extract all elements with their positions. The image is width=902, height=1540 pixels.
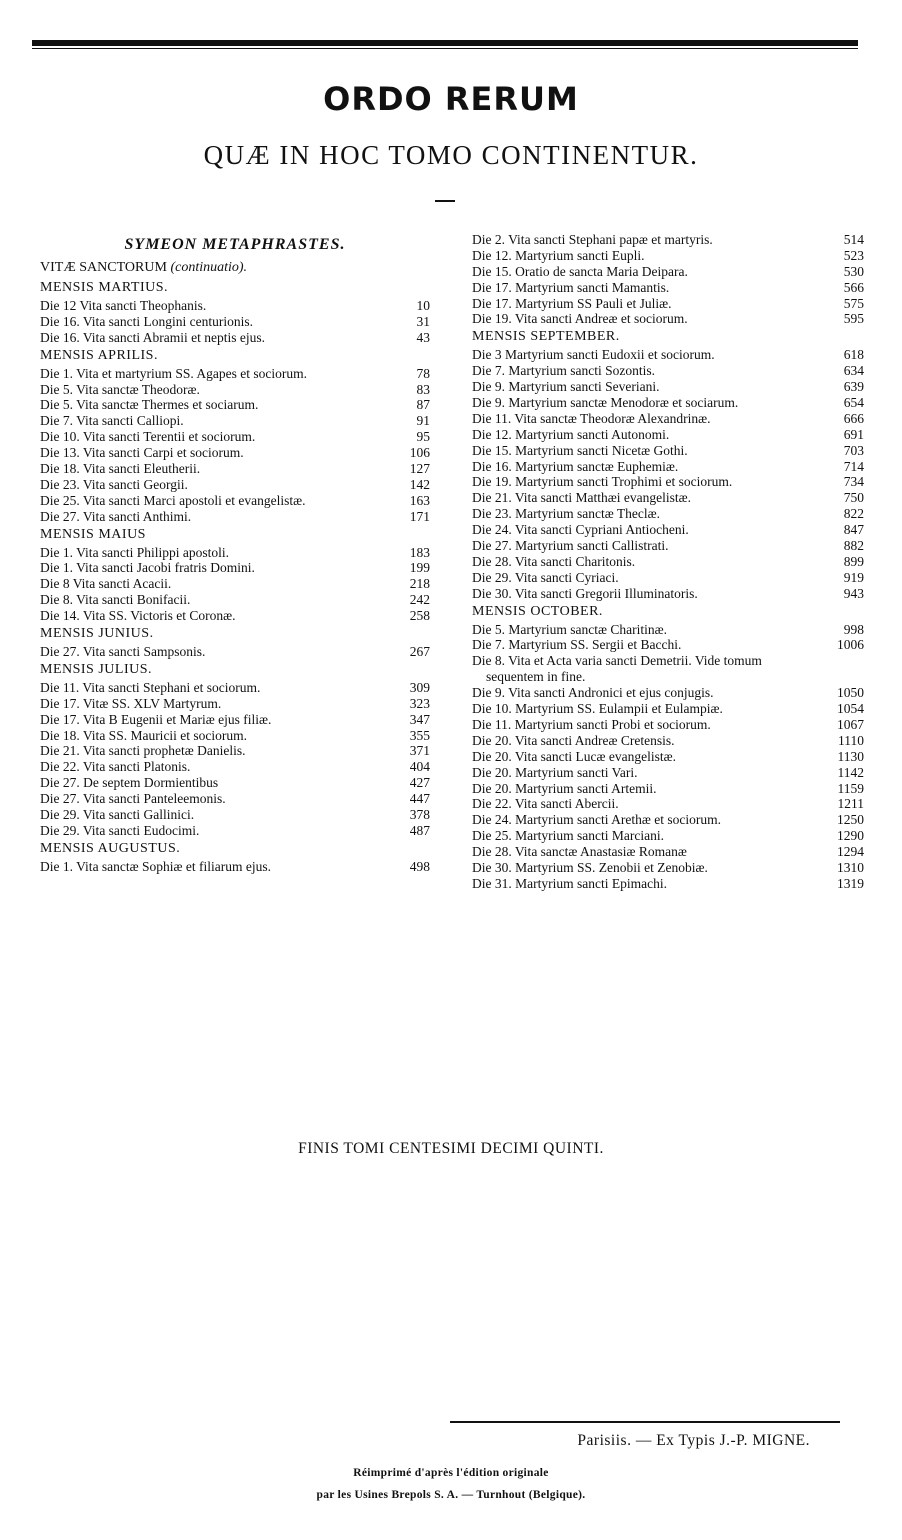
toc-entry xyxy=(472,828,864,844)
entry-text: Die 5. Martyrium sanctæ Charitinæ. xyxy=(472,621,667,637)
month-heading: MENSIS SEPTEMBER. xyxy=(472,329,620,345)
toc-entry xyxy=(472,554,864,570)
entry-text: Die 21. Vita sancti Matthæi evangelistæ. xyxy=(472,490,692,506)
month-heading: MENSIS MARTIUS. xyxy=(40,280,169,295)
toc-entry xyxy=(472,379,864,395)
entry-page-number: 1006 xyxy=(837,637,864,653)
entry-text: Die 30. Vita sancti Gregorii Illuminatoris. xyxy=(472,585,698,601)
entry-text: Die 28. Vita sancti Charitonis. xyxy=(472,553,636,569)
entry-page-number: 267 xyxy=(409,644,430,660)
month-heading: MENSIS AUGUSTUS. xyxy=(40,840,181,856)
toc-entry xyxy=(40,759,430,775)
toc-entry xyxy=(40,493,430,509)
entry-text: Die 11. Vita sanctæ Theodoræ Alexandrinæ. xyxy=(472,410,711,426)
toc-entry xyxy=(40,330,430,346)
entry-text: Die 17. Martyrium sancti Mamantis. xyxy=(472,279,670,295)
entry-text: Die 1. Vita et martyrium SS. Agapes et sociorum. xyxy=(40,365,308,381)
entry-page-number: 163 xyxy=(409,492,430,508)
imprint-rule xyxy=(450,1421,840,1423)
toc-entry xyxy=(40,859,430,875)
toc-entry xyxy=(40,644,430,660)
toc-entry xyxy=(472,459,864,475)
entry-text: Die 15. Martyrium sancti Nicetæ Gothi. xyxy=(472,442,688,458)
entry-page-number: 218 xyxy=(409,576,430,592)
entry-page-number: 355 xyxy=(409,727,430,743)
entry-page-number: 10 xyxy=(416,298,430,313)
left-column xyxy=(40,232,430,875)
entry-page-number: 943 xyxy=(843,585,864,601)
toc-entry xyxy=(472,347,864,363)
entry-page-number: 703 xyxy=(843,442,864,458)
entry-text: Die 8. Vita sancti Bonifacii. xyxy=(40,592,191,608)
page-subtitle: QUÆ IN HOC TOMO CONTINENTUR. xyxy=(203,140,699,170)
entry-text: Die 18. Vita SS. Mauricii et sociorum. xyxy=(40,727,248,743)
collection-main: VITÆ SANCTORUM xyxy=(40,260,167,275)
entry-page-number: 258 xyxy=(409,608,430,624)
entry-page-number: 309 xyxy=(409,679,430,695)
wrap-entry-line1: Die 8. Vita et Acta varia sancti Demetrii. Vide tomum xyxy=(472,653,762,669)
entry-text: Die 12. Martyrium sancti Eupli. xyxy=(472,247,645,263)
entry-page-number: 639 xyxy=(843,379,864,395)
toc-entry xyxy=(40,592,430,608)
entry-text: Die 23. Vita sancti Georgii. xyxy=(40,476,188,492)
entry-text: Die 1. Vita sanctæ Sophiæ et filiarum ejus. xyxy=(40,858,272,874)
toc-entry xyxy=(40,791,430,807)
toc-entry xyxy=(40,576,430,592)
toc-entry xyxy=(472,717,864,733)
entry-text: Die 24. Martyrium sancti Arethæ et sociorum. xyxy=(472,812,721,828)
toc-entry xyxy=(472,232,864,248)
entry-text: Die 17. Martyrium SS Pauli et Juliæ. xyxy=(472,295,672,311)
entry-text: Die 9. Martyrium sanctæ Menodoræ et sociarum. xyxy=(472,395,739,411)
entry-text: Die 27. Vita sancti Sampsonis. xyxy=(40,644,206,660)
toc-entry xyxy=(472,474,864,490)
entry-page-number: 242 xyxy=(409,592,430,608)
entry-text: Die 11. Martyrium sancti Probi et sociorum. xyxy=(472,716,711,732)
toc-entry xyxy=(472,506,864,522)
toc-entry xyxy=(472,538,864,554)
entry-text: Die 11. Vita sancti Stephani et sociorum. xyxy=(40,679,261,695)
entry-page-number: 523 xyxy=(843,247,864,263)
entry-page-number: 127 xyxy=(409,461,430,477)
toc-entry xyxy=(40,696,430,712)
entry-text: Die 18. Vita sancti Eleutherii. xyxy=(40,461,201,477)
entry-text: Die 7. Vita sancti Calliopi. xyxy=(40,413,184,429)
entry-text: Die 20. Martyrium sancti Vari. xyxy=(472,764,638,780)
entry-page-number: 899 xyxy=(843,553,864,569)
entry-text: Die 17. Vitæ SS. XLV Martyrum. xyxy=(40,695,222,711)
month-heading: MENSIS OCTOBER. xyxy=(472,603,603,619)
entry-page-number: 1142 xyxy=(837,764,864,780)
entry-text: Die 10. Martyrium SS. Eulampii et Eulampiæ. xyxy=(472,701,723,717)
entry-page-number: 106 xyxy=(409,445,430,461)
entry-text: Die 15. Oratio de sancta Maria Deipara. xyxy=(472,263,688,279)
entry-page-number: 1310 xyxy=(837,859,864,875)
entry-page-number: 514 xyxy=(843,232,864,247)
entry-page-number: 530 xyxy=(843,263,864,279)
finis-line: FINIS TOMI CENTESIMI DECIMI QUINTI. xyxy=(298,1140,604,1157)
toc-entry xyxy=(40,560,430,576)
entry-text: Die 21. Vita sancti prophetæ Danielis. xyxy=(40,743,246,759)
toc-entry xyxy=(472,311,864,327)
entry-page-number: 618 xyxy=(843,347,864,363)
entry-text: Die 7. Martyrium SS. Sergii et Bacchi. xyxy=(472,637,682,653)
right-lead-entries xyxy=(472,232,864,327)
entry-text: Die 12 Vita sancti Theophanis. xyxy=(40,298,207,313)
entry-page-number: 575 xyxy=(843,295,864,311)
toc-entry xyxy=(40,743,430,759)
right-column xyxy=(472,232,864,892)
toc-entry xyxy=(472,812,864,828)
wrap-entry-line2: sequentem in fine. xyxy=(486,669,586,685)
entry-page-number: 378 xyxy=(409,807,430,823)
entry-page-number: 91 xyxy=(416,413,430,429)
entry-text: Die 24. Vita sancti Cypriani Antiocheni. xyxy=(472,522,689,538)
toc-entry xyxy=(472,363,864,379)
toc-entry xyxy=(472,876,864,892)
entry-page-number: 447 xyxy=(409,791,430,807)
toc-entry xyxy=(472,733,864,749)
entry-page-number: 1250 xyxy=(837,812,864,828)
entry-text: Die 20. Vita sancti Lucæ evangelistæ. xyxy=(472,748,677,764)
entry-text: Die 27. De septem Dormientibus xyxy=(40,775,219,791)
entry-text: Die 29. Vita sancti Eudocimi. xyxy=(40,822,200,838)
toc-entry xyxy=(472,622,864,638)
imprint-line: Parisiis. — Ex Typis J.-P. MIGNE. xyxy=(577,1432,810,1449)
toc-entry xyxy=(40,775,430,791)
entry-page-number: 595 xyxy=(843,311,864,327)
entry-text: Die 1. Vita sancti Philippi apostoli. xyxy=(40,544,230,560)
entry-page-number: 750 xyxy=(843,490,864,506)
entry-page-number: 404 xyxy=(409,759,430,775)
entry-page-number: 822 xyxy=(843,506,864,522)
entry-page-number: 31 xyxy=(416,313,430,329)
entry-text: Die 17. Vita B Eugenii et Mariæ ejus filiæ. xyxy=(40,711,272,727)
entry-text: Die 16. Vita sancti Longini centurionis. xyxy=(40,313,254,329)
reprint-line-1: Réimprimé d'après l'édition originale xyxy=(353,1467,549,1479)
entry-text: Die 27. Martyrium sancti Callistrati. xyxy=(472,538,669,554)
entry-text: Die 5. Vita sanctæ Thermes et sociarum. xyxy=(40,397,259,413)
toc-entry xyxy=(40,545,430,561)
entry-page-number: 43 xyxy=(416,329,430,345)
toc-entry xyxy=(472,860,864,876)
entry-page-number: 323 xyxy=(409,695,430,711)
collection-note: (continuatio). xyxy=(170,260,248,275)
entry-text: Die 8 Vita sancti Acacii. xyxy=(40,576,172,592)
entry-text: Die 12. Martyrium sancti Autonomi. xyxy=(472,426,670,442)
entry-text: Die 7. Martyrium sancti Sozontis. xyxy=(472,363,655,379)
entry-text: Die 14. Vita SS. Victoris et Coronæ. xyxy=(40,608,236,624)
entry-text: Die 9. Martyrium sancti Severiani. xyxy=(472,379,660,395)
toc-entry xyxy=(472,844,864,860)
toc-entry xyxy=(472,264,864,280)
entry-page-number: 1319 xyxy=(837,875,864,891)
right-tail-entries xyxy=(472,685,864,892)
toc-entry xyxy=(472,490,864,506)
toc-entry xyxy=(40,382,430,398)
entry-text: Die 25. Vita sancti Marci apostoli et evangelistæ. xyxy=(40,492,306,508)
entry-page-number: 183 xyxy=(409,544,430,560)
entry-page-number: 882 xyxy=(843,538,864,554)
toc-entry xyxy=(40,728,430,744)
month-heading: MENSIS MAIUS xyxy=(40,526,146,542)
left-month-list xyxy=(40,278,430,875)
right-month-list xyxy=(472,327,864,653)
month-heading: MENSIS JULIUS. xyxy=(40,661,153,677)
entry-text: Die 19. Vita sancti Andreæ et sociorum. xyxy=(472,311,688,327)
entry-page-number: 1054 xyxy=(837,701,864,717)
toc-entry xyxy=(472,248,864,264)
toc-entry xyxy=(40,366,430,382)
toc-entry xyxy=(472,296,864,312)
toc-entry xyxy=(40,680,430,696)
entry-text: Die 10. Vita sancti Terentii et sociorum. xyxy=(40,429,256,445)
top-rule-thin xyxy=(32,48,858,49)
entry-page-number: 666 xyxy=(843,410,864,426)
entry-page-number: 95 xyxy=(416,429,430,445)
entry-page-number: 1211 xyxy=(837,796,864,812)
entry-text: Die 1. Vita sancti Jacobi fratris Domini. xyxy=(40,560,255,576)
entry-text: Die 16. Vita sancti Abramii et neptis ejus. xyxy=(40,329,266,345)
toc-entry xyxy=(40,413,430,429)
entry-page-number: 142 xyxy=(409,476,430,492)
toc-entry xyxy=(472,637,864,653)
toc-entry xyxy=(40,429,430,445)
toc-entry xyxy=(40,477,430,493)
author-heading: SYMEON METAPHRASTES. xyxy=(124,236,346,253)
toc-entry xyxy=(40,823,430,839)
toc-entry xyxy=(472,443,864,459)
entry-text: Die 20. Martyrium sancti Artemii. xyxy=(472,780,657,796)
entry-text: Die 27. Vita sancti Panteleemonis. xyxy=(40,791,226,807)
entry-page-number: 1050 xyxy=(837,685,864,701)
top-rule xyxy=(32,40,858,46)
entry-page-number: 1110 xyxy=(838,732,864,748)
toc-entry xyxy=(40,445,430,461)
entry-page-number: 199 xyxy=(409,560,430,576)
entry-page-number: 734 xyxy=(843,474,864,490)
entry-page-number: 87 xyxy=(416,397,430,413)
toc-entry xyxy=(40,807,430,823)
entry-page-number: 998 xyxy=(843,621,864,637)
entry-text: Die 3 Martyrium sancti Eudoxii et sociorum. xyxy=(472,347,715,363)
title-divider xyxy=(435,200,455,202)
entry-text: Die 29. Vita sancti Cyriaci. xyxy=(472,569,619,585)
entry-page-number: 634 xyxy=(843,363,864,379)
toc-entry xyxy=(472,701,864,717)
entry-page-number: 1290 xyxy=(837,828,864,844)
entry-page-number: 1130 xyxy=(837,748,864,764)
entry-page-number: 654 xyxy=(843,395,864,411)
toc-entry xyxy=(40,509,430,525)
entry-text: Die 27. Vita sancti Anthimi. xyxy=(40,508,192,524)
entry-page-number: 498 xyxy=(409,858,430,874)
toc-entry xyxy=(472,395,864,411)
collection-heading xyxy=(40,258,430,278)
entry-page-number: 1294 xyxy=(837,844,864,860)
toc-entry xyxy=(40,314,430,330)
entry-page-number: 691 xyxy=(843,426,864,442)
wrap-entry xyxy=(472,653,864,685)
toc-entry xyxy=(40,608,430,624)
entry-page-number: 566 xyxy=(843,279,864,295)
toc-entry xyxy=(472,280,864,296)
entry-text: Die 5. Vita sanctæ Theodoræ. xyxy=(40,381,200,397)
toc-entry xyxy=(472,796,864,812)
toc-entry xyxy=(472,586,864,602)
entry-text: Die 25. Martyrium sancti Marciani. xyxy=(472,828,664,844)
month-heading: MENSIS APRILIS. xyxy=(40,347,158,363)
entry-text: Die 31. Martyrium sancti Epimachi. xyxy=(472,875,667,891)
entry-page-number: 1067 xyxy=(837,716,864,732)
entry-text: Die 16. Martyrium sanctæ Euphemiæ. xyxy=(472,458,679,474)
toc-entry xyxy=(40,298,430,314)
month-heading: MENSIS JUNIUS. xyxy=(40,626,154,642)
entry-page-number: 78 xyxy=(416,365,430,381)
toc-entry xyxy=(472,781,864,797)
toc-entry xyxy=(472,570,864,586)
entry-text: Die 19. Martyrium sancti Trophimi et sociorum. xyxy=(472,474,733,490)
entry-text: Die 9. Vita sancti Andronici et ejus conjugis. xyxy=(472,685,714,701)
entry-page-number: 919 xyxy=(843,569,864,585)
entry-page-number: 83 xyxy=(416,381,430,397)
entry-text: Die 30. Martyrium SS. Zenobii et Zenobiæ. xyxy=(472,859,708,875)
page-title: ORDO RERUM xyxy=(323,80,579,118)
toc-entry xyxy=(472,411,864,427)
entry-page-number: 714 xyxy=(843,458,864,474)
entry-page-number: 371 xyxy=(409,743,430,759)
toc-entry xyxy=(472,685,864,701)
entry-text: Die 20. Vita sancti Andreæ Cretensis. xyxy=(472,732,675,748)
entry-page-number: 171 xyxy=(409,508,430,524)
toc-entry xyxy=(472,522,864,538)
entry-page-number: 427 xyxy=(409,775,430,791)
entry-page-number: 487 xyxy=(409,822,430,838)
toc-entry xyxy=(40,712,430,728)
toc-entry xyxy=(40,397,430,413)
toc-entry xyxy=(472,749,864,765)
entry-page-number: 847 xyxy=(843,522,864,538)
entry-text: Die 29. Vita sancti Gallinici. xyxy=(40,807,195,823)
entry-text: Die 13. Vita sancti Carpi et sociorum. xyxy=(40,445,244,461)
entry-page-number: 1159 xyxy=(837,780,864,796)
entry-page-number: 347 xyxy=(409,711,430,727)
entry-text: Die 2. Vita sancti Stephani papæ et martyris. xyxy=(472,232,713,247)
reprint-line-2: par les Usines Brepols S. A. — Turnhout (Belgique). xyxy=(316,1489,586,1501)
entry-text: Die 22. Vita sancti Abercii. xyxy=(472,796,619,812)
entry-text: Die 23. Martyrium sanctæ Theclæ. xyxy=(472,506,660,522)
toc-entry xyxy=(472,765,864,781)
toc-entry xyxy=(40,461,430,477)
entry-text: Die 22. Vita sancti Platonis. xyxy=(40,759,191,775)
toc-entry xyxy=(472,427,864,443)
entry-text: Die 28. Vita sanctæ Anastasiæ Romanæ xyxy=(472,844,687,860)
